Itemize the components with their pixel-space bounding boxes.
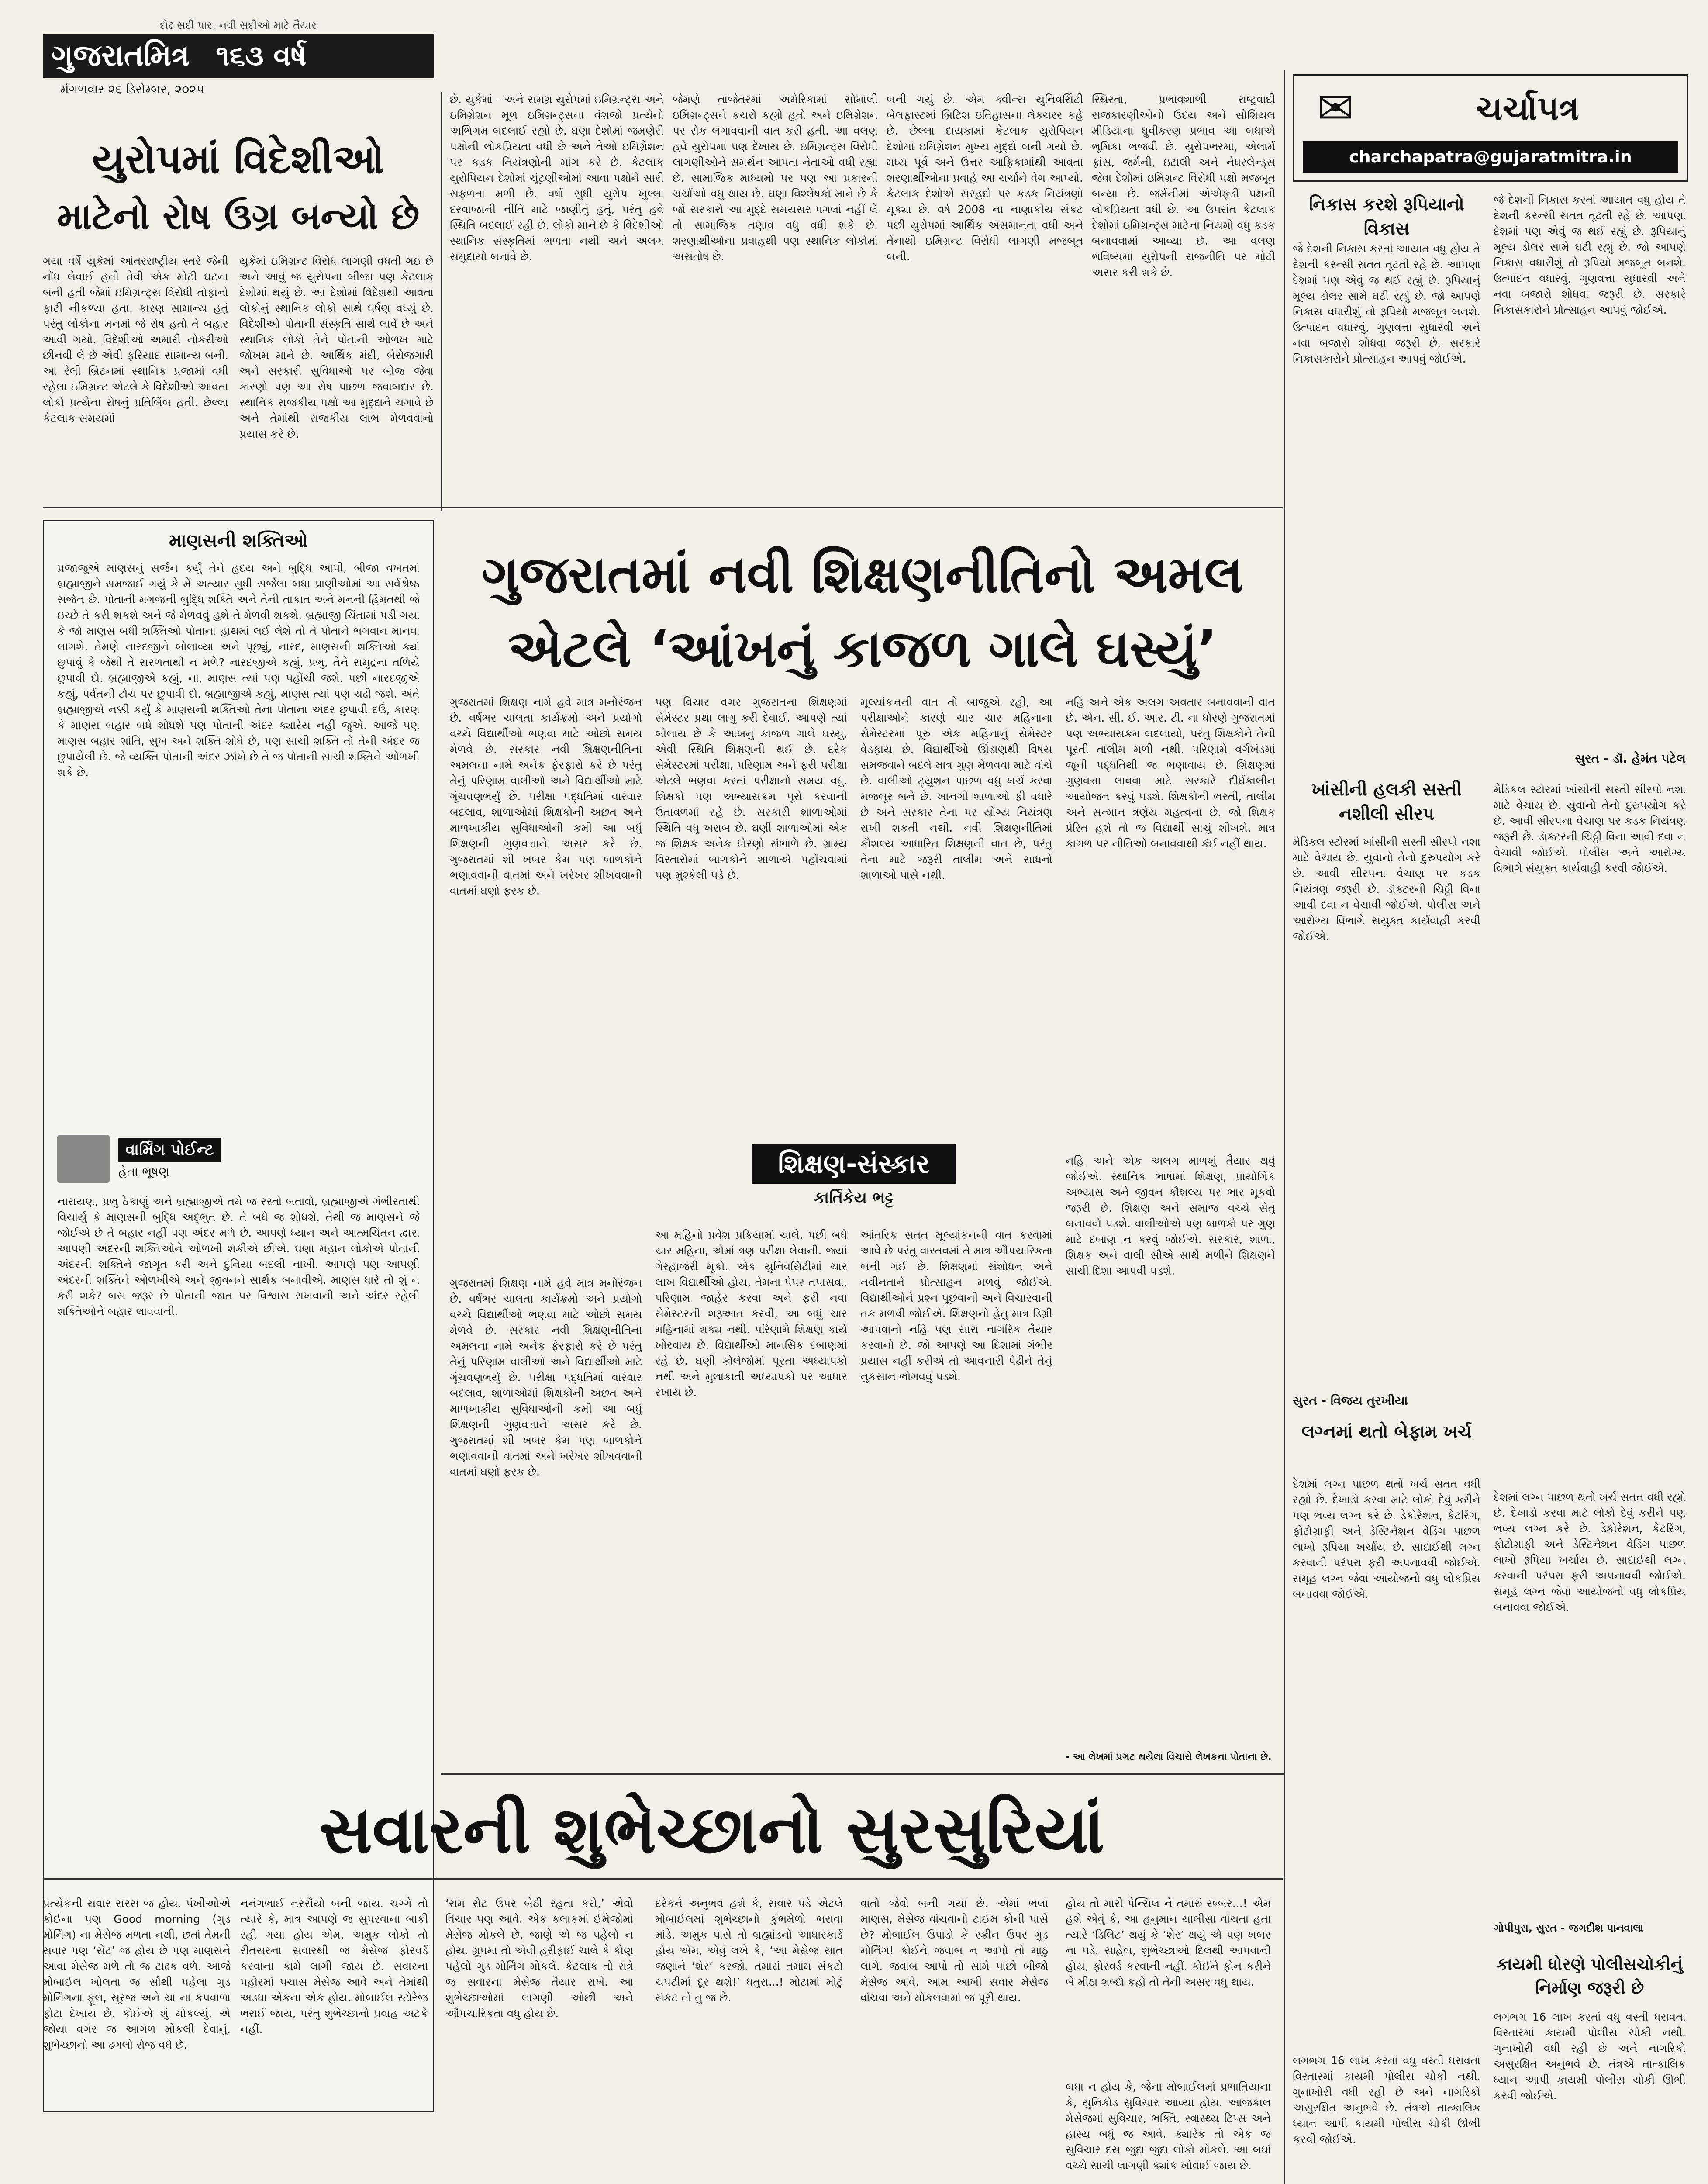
letter-4-body-left: લગભગ 16 લાખ કરતાં વધુ વસ્તી ધરાવતા વિસ્તારમાં કાયમી પોલીસ ચોકી નથી. ગુનાખોરી વધી રહી છે અને નાગરિકો અસુરક્ષિત અનુભવે છે. તંત્રએ તાત્કાલિક ધ્યાન આપી કાયમી પોલીસ ચોકી ઊભી કરવી જોઈએ. [1293, 2054, 1480, 2146]
letter-1-cont: જે દેશની નિકાસ કરતાં આયાત વધુ હોય તે દેશની કરન્સી સતત તૂટતી રહે છે. આપણા દેશમાં પણ એવું જ થઈ રહ્યું છે. રૂપિયાનું મૂલ્ય ડોલર સામે ઘટી રહ્યું છે. જો આપણે નિકાસ વધારીશું તો રૂપિયો મજબૂત બનશે. ઉત્પાદન વધારવું, ગુણવત્તા સુધારવી અને નવા બજારો શોધવા જરૂરી છે. સરકારે નિકાસકારોને પ્રોત્સાહન આપવું જોઈએ. [1494, 194, 1686, 316]
education-col1: ગુજરાતમાં શિક્ષણ નામે હવે માત્ર મનોરંજન છે. વર્ષભર ચાલતા કાર્યક્રમો અને પ્રયોગો વચ્ચે વિદ્યાર્થીઓ ભણવા માટે ઓછો સમય મેળવે છે. સરકાર નવી શિક્ષણનીતિના અમલના નામે અનેક ફેરફારો કરે છે પરંતુ તેનું પરિણામ વાલીઓ અને વિદ્યાર્થીઓ માટે ગૂંચવણભર્યું છે. પરીક્ષા પદ્ધતિમાં વારંવાર બદલાવ, શાળાઓમાં શિક્ષકોની અછત અને માળખાકીય સુવિધાઓની કમી આ બધું શિક્ષણની ગુણવત્તાને અસર કરે છે. ગુજરાતમાં શી ખબર કેમ પણ બાળકોને ભણાવવાની વાતમાં અને ખરેખર શીખવવાની વાતમાં ઘણો ફરક છે. [450, 696, 642, 897]
letter-3 [1293, 1420, 1480, 1444]
masthead-brand: ગુજરાતમિત્ર [52, 38, 190, 73]
europe-headline [43, 131, 434, 245]
europe-col6: સ્થિરતા, પ્રભાવશાળી રાષ્ટ્રવાદી રાજકારણીઓનો ઉદય અને સોશિયલ મીડિયાના ધ્રુવીકરણ પ્રભાવ આ બધાએ ભૂમિકા ભજવી છે. યુરોપભરમાં, એલાર્મ ફ્રાંસ, જર્મની, ઇટાલી અને નેધરલેન્ડ્સ જેવા દેશોમાં ઇમિગ્રન્ટ વિરોધી પક્ષો મજબૂત બન્યા છે. જર્મનીમાં એએફડી પક્ષની લોકપ્રિયતા વધી છે. આ ઉપરાંત કેટલાક દેશોમાં ઇમિગ્રન્ટ્સ માટેના નિયમો વધુ કડક બનાવવામાં આવ્યા છે. આ વલણ ભવિષ્યમાં યુરોપની રાજનીતિ પર મોટી અસર કરી શકે છે. [1092, 93, 1275, 279]
education-section-banner [655, 1144, 1052, 1214]
europe-col5: બની ગયું છે. એમ ક્વીન્સ યુનિવર્સિટી બેલફાસ્ટમાં બ્રિટિશ ઇતિહાસના લેક્ચરર કહે છે. છેલ્લા દાયકામાં કેટલાક યુરોપિયન દેશોમાં ઇમિગ્રેશન મુખ્ય મુદ્દો બની ગયો છે. મધ્ય પૂર્વ અને ઉત્તર આફ્રિકામાંથી આવતા શરણાર્થીઓના પ્રવાહે આ ચર્ચાને વેગ આપ્યો. કેટલાક દેશોએ સરહદો પર કડક નિયંત્રણો મૂક્યા છે. વર્ષ 2008 ના નાણાકીય સંકટ પછી યુરોપમાં આર્થિક અસમાનતા વધી અને તેનાથી ઇમિગ્રન્ટ વિરોધી લાગણી મજબૂત બની. [887, 93, 1083, 263]
letter-title: કાયમી ધોરણે પોલીસચોકીનું નિર્માણ જરૂરી છે [1496, 1955, 1683, 1997]
education-headline [450, 537, 1275, 686]
warming-point-box [57, 1133, 420, 1185]
letter-2-body-left: મેડિકલ સ્ટોરમાં ખાંસીની સસ્તી સીરપો નશા માટે વેચાય છે. યુવાનો તેનો દુરુપયોગ કરે છે. આવી સીરપના વેચાણ પર કડક નિયંત્રણ જરૂરી છે. ડૉક્ટરની ચિઠ્ઠી વિના આવી દવા ન વેચાવી જોઈએ. પોલીસ અને આરોગ્ય વિભાગે સંયુક્ત કાર્યવાહી કરવી જોઈએ. [1293, 836, 1480, 943]
masthead-edition: ૧૬૩ વર્ષ [216, 40, 307, 72]
rule [441, 92, 442, 511]
greetings-col7: બધા ન હોય કે, જેના મોબાઈલમાં પ્રભાતિયાના કે, યુનિકોડ સુવિચાર આવ્યા હોય. આજકાલ મેસેજમાં સુવિચાર, ભક્તિ, સ્વાસ્થ્ય ટિપ્સ અને હાસ્ય બધું જ આવે. ક્યારેક તો એક જ સુવિચાર દસ જુદા જુદા લોકો મોકલે. આ બધાં વચ્ચે સાચી લાગણી ક્યાંક ખોવાઈ જાય છે. [1066, 2080, 1271, 2172]
greetings-headline: સવારની શુભેચ્છાનો સુરસુરિયાં [319, 1792, 1104, 1868]
charchapatra-title: ચર્ચાપત્ર [1476, 88, 1580, 128]
education-col6: આંતરિક સતત મૂલ્યાંકનની વાત કરવામાં આવે છે પરંતુ વાસ્તવમાં તે માત્ર ઔપચારિકતા બની ગઈ છે. શિક્ષણમાં સંશોધન અને નવીનતાને પ્રોત્સાહન મળવું જોઈએ. વિદ્યાર્થીઓને પ્રશ્ન પૂછવાની અને વિચારવાની તક મળવી જોઈએ. શિક્ષણનો હેતુ માત્ર ડિગ્રી આપવાનો નહિ પણ સારા નાગરિક તૈયાર કરવાનો છે. જો આપણે આ દિશામાં ગંભીર પ્રયાસ નહીં કરીએ તો આવનારી પેઢીને તેનું નુકસાન ભોગવવું પડશે. [860, 1229, 1052, 1383]
rule [1284, 70, 1285, 2184]
masthead-date: મંગળવાર ૨૬ ડિસેમ્બર, ૨૦૨૫ [60, 82, 205, 97]
greetings-col2: નનંગભાઈ નરસૈયો બની જાય. ચગ્ગે તો ત્યારે કે, માત્ર આપણે જ સુપરવાના બાકી રહી ગયા હોય એમ, અમુક લોકો તો રીતસરના સવારથી જ મેસેજ ફોરવર્ડ કરવાના કામે લાગી જાય છે. સવારના પહોરમાં પચાસ મેસેજ આવે અને તેમાંથી અડધા એકના એક હોય. મોબાઈલ સ્ટોરેજ ભરાઈ જાય, પરંતુ શુભેચ્છાનો પ્રવાહ અટકે નહીં. [240, 1897, 428, 2035]
education-col1-more: ગુજરાતમાં શિક્ષણ નામે હવે માત્ર મનોરંજન છે. વર્ષભર ચાલતા કાર્યક્રમો અને પ્રયોગો વચ્ચે વિદ્યાર્થીઓ ભણવા માટે ઓછો સમય મેળવે છે. સરકાર નવી શિક્ષણનીતિના અમલના નામે અનેક ફેરફારો કરે છે પરંતુ તેનું પરિણામ વાલીઓ અને વિદ્યાર્થીઓ માટે ગૂંચવણભર્યું છે. પરીક્ષા પદ્ધતિમાં વારંવાર બદલાવ, શાળાઓમાં શિક્ષકોની અછત અને માળખાકીય સુવિધાઓની કમી આ બધું શિક્ષણની ગુણવત્તાને અસર કરે છે. ગુજરાતમાં શી ખબર કેમ પણ બાળકોને ભણાવવાની વાતમાં અને ખરેખર શીખવવાની વાતમાં ઘણો ફરક છે. [450, 1277, 642, 1478]
manas-title: માણસની શક્તિઓ [169, 530, 308, 551]
greetings-col3: ‘રામ રોટ ઉપર બેઠી રહતા કરો,’ એવો વિચાર પણ આવે. એક કલાકમાં ઈમેજોમાં મેસેજ મોકલે છે, જાણે એ જ પહેલો ન હોય. ગ્રૂપમાં તો એવી હરીફાઈ ચાલે કે કોણ પહેલો ગુડ મોર્નિંગ મોકલે. કેટલાક તો રાત્રે જ સવારના મેસેજ તૈયાર રાખે. આ શુભેચ્છાઓમાં લાગણી ઓછી અને ઔપચારિકતા વધુ હોય છે. [445, 1897, 633, 2020]
columnist-photo [57, 1135, 110, 1183]
rule [441, 1773, 1284, 1775]
letter-1-author: સુરત - ડૉ. હેમંત પટેલ [1575, 751, 1686, 766]
greetings-col4: દરેકને અનુભવ હશે કે, સવાર પડે એટલે મોબાઈલમાં શુભેચ્છાનો કુંભમેળો ભરાવા માંડે. અમુક પાસે તો બ્રહ્માંડનો આધારકાર્ડ હોય એમ, એવું લખે કે, ‘આ મેસેજ સાત જણાને ‘શેર’ કરજો. તમારાં તમામ સંકટો ચપટીમાં દૂર થશે!’ ધતુરા...! મોટામાં મોટું સંકટ તો તુ જ છે. [655, 1897, 843, 2004]
warming-point-title: વાર્મિંગ પોઈન્ટ [118, 1138, 221, 1162]
masthead [43, 19, 434, 107]
charchapatra-header [1293, 74, 1688, 182]
letter-2-author: સુરત - વિજય તુરખીયા [1293, 1393, 1408, 1408]
education-footnote: - આ લેખમાં પ્રગટ થયેલા વિચારો લેખકના પોતાના છે. [1066, 1752, 1272, 1762]
letter-title: નિકાસ કરશે રૂપિયાનો વિકાસ [1309, 194, 1464, 239]
rule [43, 1878, 1283, 1880]
europe-col3: છે. યુકેમાં - અને સમગ્ર યુરોપમાં ઇમિગ્રન્ટ્સ અને ઇમિગ્રેશન મૂળ ઇમિગ્રન્ટ્સના વંશજો પ્રત્યેનો અભિગમ બદલાઈ રહ્યો છે. ઘણા દેશોમાં જમણેરી પક્ષોની લોકપ્રિયતા વધી છે અને તેઓ ઇમિગ્રેશન પર કડક નિયંત્રણોની માંગ કરે છે. કેટલાક યુરોપિયન દેશોમાં ચૂંટણીઓમાં આવા પક્ષોને સારી સફળતા મળી છે. વર્ષો સુધી યુરોપ ખુલ્લા દરવાજાની નીતિ માટે જાણીતું હતું, પરંતુ હવે સ્થિતિ બદલાઈ રહી છે. લોકો માને છે કે વિદેશીઓ સ્થાનિક સંસ્કૃતિમાં ભળતા નથી અને અલગ સમુદાયો બનાવે છે. [450, 93, 664, 263]
letter-3-body-right: દેશમાં લગ્ન પાછળ થતો ખર્ચ સતત વધી રહ્યો છે. દેખાડો કરવા માટે લોકો દેવું કરીને પણ ભવ્ય લગ્ન કરે છે. ડેકોરેશન, કેટરિંગ, ફોટોગ્રાફી અને ડેસ્ટિનેશન વેડિંગ પાછળ લાખો રૂપિયા ખર્ચાય છે. સાદાઈથી લગ્ન કરવાની પરંપરા ફરી અપનાવવી જોઈએ. સમૂહ લગ્ન જેવા આયોજનો વધુ લોકપ્રિય બનાવવા જોઈએ. [1494, 1491, 1686, 1614]
education-author: કાર્તિકેય ભટ્ટ [814, 1189, 894, 1207]
education-col5: આ મહિનો પ્રવેશ પ્રક્રિયામાં ચાલે, પછી બધે ચાર મહિના, એમાં ત્રણ પરીક્ષા લેવાની. જ્યાં ગેરહાજરી મૂકો. એક યુનિવર્સિટીમાં ચાર લાખ વિદ્યાર્થીઓ હોય, તેમના પેપર તપાસવા, પરિણામ જાહેર કરવા અને ફરી નવા સેમેસ્ટરની શરૂઆત કરવી, આ બધું ચાર મહિનામાં શક્ય નથી. પરિણામે શિક્ષણ કાર્ય ખોરવાય છે. વિદ્યાર્થીઓ માનસિક દબાણમાં રહે છે. ઘણી કોલેજોમાં પૂરતા અધ્યાપકો નથી અને મુલાકાતી અધ્યાપકો પર આધાર રખાય છે. [655, 1229, 847, 1399]
europe-headline-line2: માટેનો રોષ ઉગ્ર બન્યો છે [57, 195, 420, 238]
education-headline-line1: ગુજરાતમાં નવી શિક્ષણનીતિનો અમલ [482, 544, 1243, 605]
warming-point-author: હેતા ભૂષણ [118, 1165, 169, 1179]
greetings-col5: વાતો જેવો બની ગયા છે. એમાં ભલા માણસ, મેસેજ વાંચવાનો ટાઈમ કોની પાસે છે? મોબાઈલ ઉપાડો કે સ્ક્રીન ઉપર ગુડ મોર્નિંગ! કોઈને જવાબ ન આપો તો માઠું લાગે. જવાબ આપો તો સામે પાછો બીજો મેસેજ આવે. આમ આખી સવાર મેસેજ વાંચવા અને મોકલવામાં જ પૂરી થાય. [860, 1897, 1048, 2004]
europe-col2: યુકેમાં ઇમિગ્રન્ટ વિરોધ લાગણી વધતી ગઇ છે અને આવું જ યુરોપના બીજા પણ કેટલાક દેશોમાં થયું છે. આ દેશોમાં વિદેશથી આવતા લોકોનું સ્થાનિક લોકો સાથે ઘર્ષણ વધ્યું છે. વિદેશીઓ પોતાની સંસ્કૃતિ સાથે લાવે છે અને સ્થાનિક લોકો તેને પોતાની ઓળખ માટે જોખમ માને છે. આર્થિક મંદી, બેરોજગારી અને સરકારી સુવિધાઓ પર બોજ જેવા કારણો પણ આ રોષ પાછળ જવાબદાર છે. સ્થાનિક રાજકીય પક્ષો આ મુદ્દાને ચગાવે છે અને તેમાંથી રાજકીય લાભ મેળવવાનો પ્રયાસ કરે છે. [239, 255, 434, 440]
europe-col1: ગયા વર્ષે યુકેમાં આંતરરાષ્ટ્રીય સ્તરે જેની નોંધ લેવાઈ હતી તેવી એક મોટી ઘટના બની હતી જેમાં ઇમિગ્રન્ટ્સ વિરોધી તોફાનો ફાટી નીકળ્યા હતા. કારણ સામાન્ય હતું પરંતુ લોકોના મનમાં જે રોષ હતો તે બહાર આવી ગયો. વિદેશીઓ અમારી નોકરીઓ છીનવી લે છે એવી ફરિયાદ સામાન્ય બની. આ રેલી બ્રિટનમાં સ્થાનિક પ્રજામાં વધી રહેલા ઇમિગ્રન્ટ એટલે કે વિદેશીઓ આવતા લોકો પ્રત્યેના રોષનું પ્રતિબિંબ હતી. છેલ્લા કેટલાક સમયમાં [43, 255, 228, 425]
letter-1 [1293, 192, 1480, 751]
education-section-title: શિક્ષણ-સંસ્કાર [752, 1144, 956, 1184]
letter-icon: ✉ [1317, 83, 1354, 134]
education-col7: નહિ અને એક અલગ માળખું તૈયાર થવું જોઈએ. સ્થાનિક ભાષામાં શિક્ષણ, પ્રાયોગિક અભ્યાસ અને જીવન કૌશલ્ય પર ભાર મૂકવો જરૂરી છે. શિક્ષણ અને સમાજ વચ્ચે સેતુ બનાવવો પડશે. વાલીઓએ પણ બાળકો પર ગુણ માટે દબાણ ન કરવું જોઈએ. સરકાર, શાળા, શિક્ષક અને વાલી સૌએ સાથે મળીને શિક્ષણને સાચી દિશા આપવી પડશે. [1066, 1154, 1275, 1277]
letter-4-body: લગભગ 16 લાખ કરતાં વધુ વસ્તી ધરાવતા વિસ્તારમાં કાયમી પોલીસ ચોકી નથી. ગુનાખોરી વધી રહી છે અને નાગરિકો અસુરક્ષિત અનુભવે છે. તંત્રએ તાત્કાલિક ધ્યાન આપી કાયમી પોલીસ ચોકી ઊભી કરવી જોઈએ. [1494, 2011, 1686, 2102]
greetings-col6: હોય તો મારી પેન્સિલ ને તમારું રબ્બર...! એમ હશે એવું કે, આ હનુમાન ચાલીસા વાંચતા હતા ત્યારે ‘ડિલિટ’ થયું કે ‘શેર’ થયું એ પણ ખબર ના પડે. સાહેબ, શુભેચ્છાઓ દિલથી આપવાની હોય, ફોરવર્ડ કરવાની નહીં. કોઈને ફોન કરીને બે મીઠા શબ્દો કહો તો તેની અસર વધુ થાય. [1066, 1897, 1271, 1988]
charchapatra-email[interactable]: charchapatra@gujaratmitra.in [1303, 141, 1678, 173]
letter-title: ખાંસીની હલકી સસ્તી નશીલી સીરપ [1311, 780, 1462, 824]
manas-body: પ્રજાજુએ માણસનું સર્જન કર્યું તેને હૃદય અને બુદ્ધિ આપી, બીજા વખતમાં બ્રહ્માજીને સમજાઈ ગયું કે મેં અત્યાર સુધી સર્જેલા બધા પ્રાણીઓમાં આ સર્વશ્રેષ્ઠ સર્જન છે. પોતાની મગજની બુદ્ધિ શક્તિ અને તેની તાકાત અને મનની હિંમતથી જે ઇચ્છે તે કરી શકશે અને જે મેળવવું હશે તે મેળવી શકશે. બ્રહ્માજી ચિંતામાં પડી ગયા કે જો માણસ બધી શક્તિઓ પોતાના હાથમાં લઈ લેશે તો તે પોતાને ભગવાન માનવા લાગશે. તેમણે નારદજીને બોલાવ્યા અને પૂછ્યું, નારદ, માણસની શક્તિઓ ક્યાં છુપાવું કે જેથી તે સરળતાથી ન મળે? નારદજીએ કહ્યું, પ્રભુ, તેને સમુદ્રના તળિયે છુપાવી દો. બ્રહ્માજીએ કહ્યું, ના, માણસ ત્યાં પણ પહોંચી જશે. પછી નારદજીએ કહ્યું, પર્વતની ટોચ પર છુપાવી દો. બ્રહ્માજીએ કહ્યું, માણસ ત્યાં પણ ચઢી જશે. અંતે બ્રહ્માજીએ નક્કી કર્યું કે માણસની શક્તિઓ તેના પોતાના અંદર છુપાવી દઉં, કારણ કે માણસ બહાર બધે શોધશે પણ પોતાની અંદર ક્યારેય નહીં જુએ. આજે પણ માણસ બહાર શાંતિ, સુખ અને શક્તિ શોધે છે, પણ સાચી શક્તિ તો તેની અંદર જ છુપાયેલી છે. જે વ્યક્તિ પોતાની અંદર ઝાંખે છે તે જ પોતાની સાચી શક્તિને ઓળખી શકે છે. [57, 562, 420, 779]
letter-4 [1494, 1952, 1686, 2000]
letter-title: લગ્નમાં થતો બેફામ ખર્ચ [1301, 1422, 1472, 1442]
greetings-col1: પ્રત્યેકની સવાર સરસ જ હોય. પંખીઓએ કોઈના પણ Good morning (ગુડ મોર્નિંગ) ના મેસેજ મળતા નથી, છતાં તેમની સવાર પણ ‘સેટ’ જ હોય છે પણ માણસને આવા મેસેજ મળે તો જ ટાઢક વળે. આજે મોબાઈલ ખોલતા જ સૌથી પહેલા ગુડ મોર્નિંગના ફૂલ, સૂરજ અને ચા ના કપવાળા ફોટા દેખાય છે. કોઈએ શું મોકલ્યું, એ જોયા વગર જ આગળ મોકલી દેવાનું. શુભેચ્છાનો આ ઢગલો રોજ વધે છે. [43, 1897, 231, 2051]
europe-headline-line1: યુરોપમાં વિદેશીઓ [92, 136, 384, 183]
letter-3-author: ગોપીપુરા, સુરત - જગદીશ પાનવાલા [1494, 1922, 1644, 1934]
education-col3: મૂલ્યાંકનની વાત તો બાજુએ રહી, આ પરીક્ષાઓને કારણે ચાર ચાર મહિનાના સેમેસ્ટરમાં પૂરું એક મહિનાનું સેમેસ્ટર વેડફાય છે. વિદ્યાર્થીઓ ઊંડાણથી વિષય સમજવાને બદલે માત્ર ગુણ મેળવવા માટે વાંચે છે. વાલીઓ ટ્યુશન પાછળ વધુ ખર્ચ કરવા મજબૂર બને છે. ખાનગી શાળાઓ ફી વધારે છે અને સરકાર તેના પર યોગ્ય નિયંત્રણ રાખી શકતી નથી. નવી શિક્ષણનીતિમાં કૌશલ્ય આધારિત શિક્ષણની વાત છે, પરંતુ તેના માટે જરૂરી તાલીમ અને સાધનો શાળાઓ પાસે નથી. [860, 696, 1052, 881]
letter-body: જે દેશની નિકાસ કરતાં આયાત વધુ હોય તે દેશની કરન્સી સતત તૂટતી રહે છે. આપણા દેશમાં પણ એવું જ થઈ રહ્યું છે. રૂપિયાનું મૂલ્ય ડોલર સામે ઘટી રહ્યું છે. જો આપણે નિકાસ વધારીશું તો રૂપિયો મજબૂત બનશે. ઉત્પાદન વધારવું, ગુણવત્તા સુધારવી અને નવા બજારો શોધવા જરૂરી છે. સરકારે નિકાસકારોને પ્રોત્સાહન આપવું જોઈએ. [1293, 242, 1480, 365]
education-headline-line2: એટલે ‘આંખનું કાજળ ગાલે ઘસ્યું’ [508, 619, 1217, 679]
education-col4: નહિ અને એક અલગ અવતાર બનાવવાની વાત છે. એન. સી. ઈ. આર. ટી. ના ધોરણે ગુજરાતમાં પણ અભ્યાસક્રમ બદલાયો, પરંતુ શિક્ષકોને તેની પૂરતી તાલીમ મળી નથી. પરિણામે વર્ગખંડમાં જૂની પદ્ધતિથી જ ભણાવાય છે. શિક્ષણમાં ગુણવત્તા લાવવા માટે સરકારે દીર્ઘકાલીન આયોજન કરવું પડશે. શિક્ષકોની ભરતી, તાલીમ અને સન્માન ત્રણેય મહત્વના છે. જો શિક્ષક પ્રેરિત હશે તો જ વિદ્યાર્થી સાચું શીખશે. માત્ર કાગળ પર નીતિઓ બનાવવાથી કંઈ નહીં થાય. [1066, 696, 1275, 850]
education-col2: પણ વિચાર વગર ગુજરાતના શિક્ષણમાં સેમેસ્ટર પ્રથા લાગુ કરી દેવાઈ. આપણે ત્યાં બોલાય છે કે આંખનું કાજળ ગાલે ઘસ્યું, એવી સ્થિતિ શિક્ષણની થઈ છે. દરેક સેમેસ્ટરમાં પરીક્ષા, પરિણામ અને ફરી પરીક્ષા એટલે ભણવા કરતાં પરીક્ષાનો સમય વધુ. શિક્ષકો પણ અભ્યાસક્રમ પૂરો કરવાની ઉતાવળમાં રહે છે. સરકારી શાળાઓમાં સ્થિતિ વધુ ખરાબ છે. ઘણી શાળાઓમાં એક જ શિક્ષક અનેક ધોરણો સંભાળે છે. ગ્રામ્ય વિસ્તારોમાં બાળકોને શાળાએ પહોંચવામાં પણ મુશ્કેલી પડે છે. [655, 696, 847, 881]
masthead-tagline: દોઢ સદી પાર, નવી સદીઓ માટે તૈયાર [160, 19, 317, 31]
rule [43, 507, 1283, 508]
manas-more: નારાયણ, પ્રભુ ઠેકાણું અને બ્રહ્માજીએ તમે જ રસ્તો બતાવો, બ્રહ્માજીએ ગંભીરતાથી વિચાર્યું કે માણસની બુદ્ધિ અદ્ભુત છે. તે બધે જ શોધશે. તેથી જ માણસને જે જોઈએ છે તે બહાર નહીં પણ અંદર મળે છે. આપણે ધ્યાન અને આત્મચિંતન દ્વારા આપણી અંદરની શક્તિઓને ઓળખી શકીએ છીએ. ઘણા મહાન લોકોએ પોતાની અંદરની શક્તિને જાગૃત કરી અને દુનિયા બદલી નાખી. આપણે પણ આપણી અંદરની શક્તિને ઓળખીએ અને જીવનને સાર્થક બનાવીએ. માણસ ધારે તો શું ન કરી શકે? બસ જરૂર છે પોતાની જાત પર વિશ્વાસ રાખવાની અને અંદર રહેલી શક્તિઓને બહાર લાવવાની. [57, 1195, 420, 1318]
letter-3-body: દેશમાં લગ્ન પાછળ થતો ખર્ચ સતત વધી રહ્યો છે. દેખાડો કરવા માટે લોકો દેવું કરીને પણ ભવ્ય લગ્ન કરે છે. ડેકોરેશન, કેટરિંગ, ફોટોગ્રાફી અને ડેસ્ટિનેશન વેડિંગ પાછળ લાખો રૂપિયા ખર્ચાય છે. સાદાઈથી લગ્ન કરવાની પરંપરા ફરી અપનાવવી જોઈએ. સમૂહ લગ્ન જેવા આયોજનો વધુ લોકપ્રિય બનાવવા જોઈએ. [1293, 1478, 1480, 1600]
masthead-brand-box [43, 34, 434, 78]
europe-col4: જેમણે તાજેતરમાં અમેરિકામાં સોમાલી ઇમિગ્રન્ટ્સને કચરો કહ્યો હતો અને ઇમિગ્રેશન પર રોક લગાવવાની વાત કરી હતી. આ વલણ હવે યુરોપમાં પણ દેખાય છે. ઇમિગ્રન્ટ્સ વિરોધી લાગણીઓને સમર્થન આપતા નેતાઓ વધી રહ્યા છે. સામાજિક માધ્યમો પર પણ આ પ્રકારની ચર્ચાઓ વધુ થાય છે. ઘણા વિશ્લેષકો માને છે કે જો સરકારો આ મુદ્દે સમયસર પગલાં નહીં લે તો સામાજિક તણાવ વધુ વધી શકે છે. શરણાર્થીઓના પ્રવાહથી પણ સ્થાનિક લોકોમાં અસંતોષ છે. [673, 93, 878, 263]
letter-2-body: મેડિકલ સ્ટોરમાં ખાંસીની સસ્તી સીરપો નશા માટે વેચાય છે. યુવાનો તેનો દુરુપયોગ કરે છે. આવી સીરપના વેચાણ પર કડક નિયંત્રણ જરૂરી છે. ડૉક્ટરની ચિઠ્ઠી વિના આવી દવા ન વેચાવી જોઈએ. પોલીસ અને આરોગ્ય વિભાગે સંયુક્ત કાર્યવાહી કરવી જોઈએ. [1494, 783, 1686, 874]
